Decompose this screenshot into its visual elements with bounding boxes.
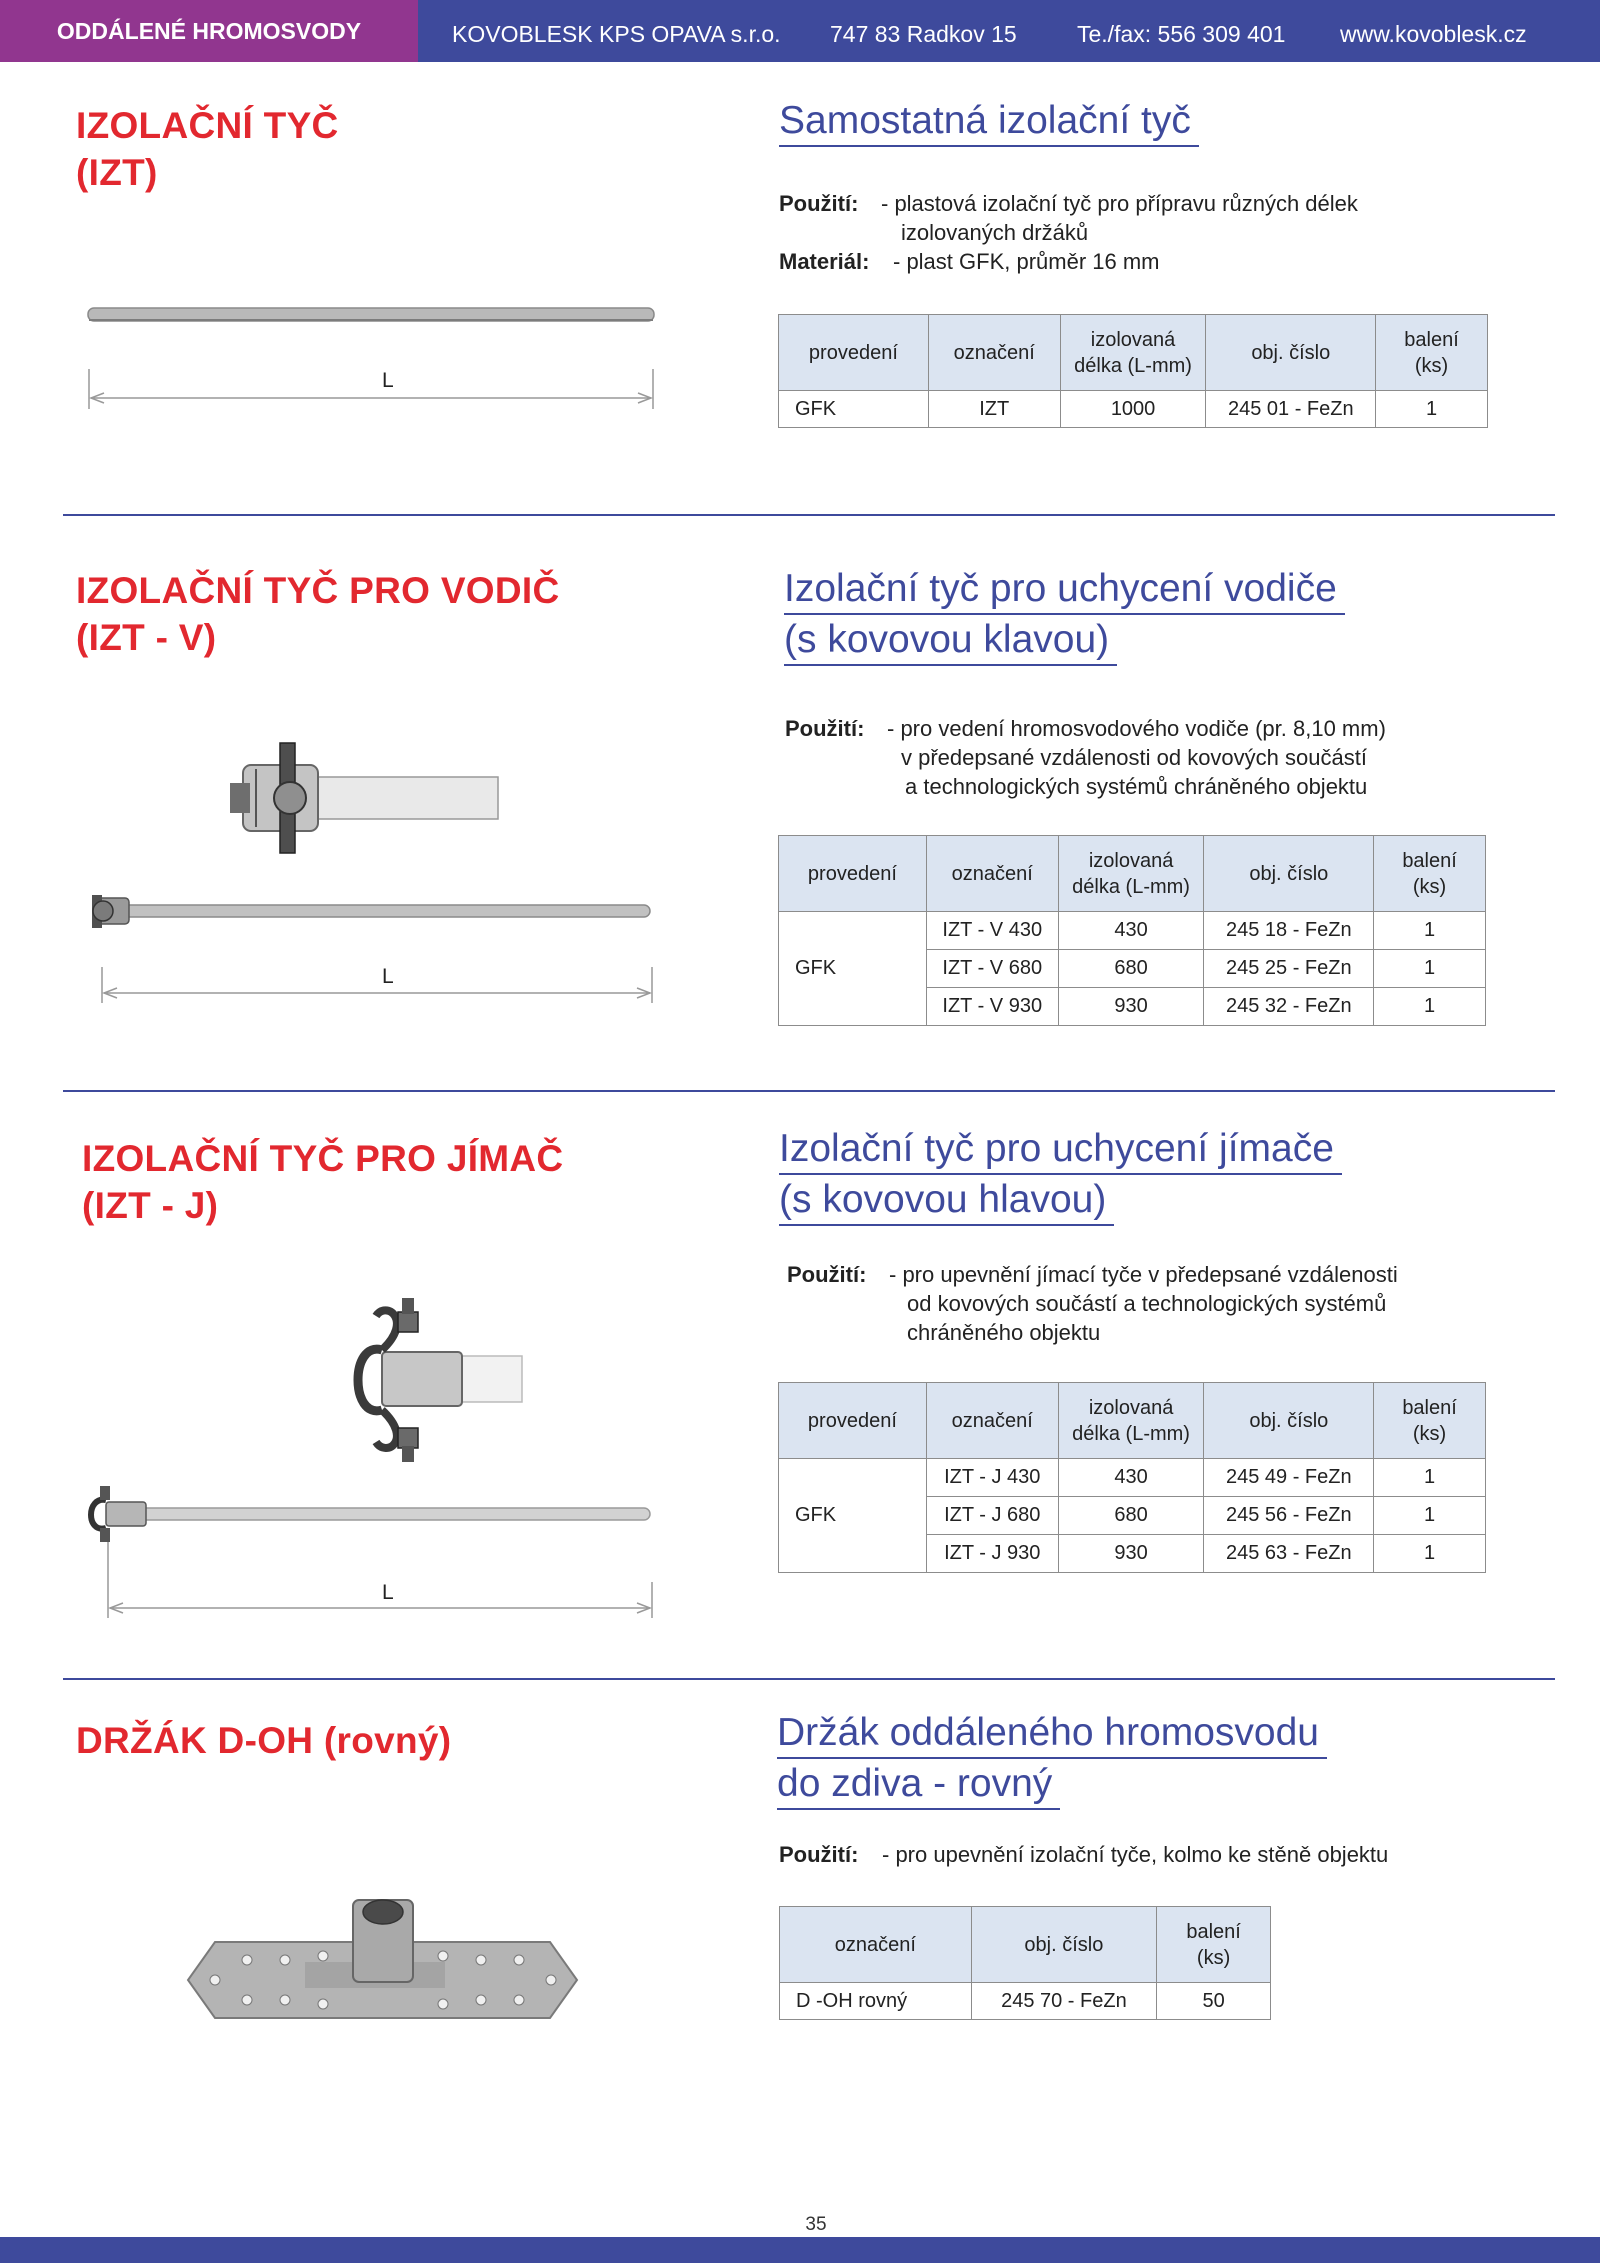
col-header: balení (ks) bbox=[1376, 315, 1488, 391]
spec-table bbox=[778, 835, 1486, 1026]
company-phone: Te./fax: 556 309 401 bbox=[1077, 21, 1286, 47]
description-heading: Samostatná izolační tyč bbox=[779, 97, 1199, 148]
col-header: balení (ks) bbox=[1157, 1907, 1271, 1983]
col-header: označení bbox=[780, 1907, 972, 1983]
col-header: izolovaná délka (L-mm) bbox=[1058, 1383, 1204, 1459]
dimension-label: L bbox=[382, 965, 394, 988]
rod-with-head-drawing bbox=[80, 1290, 660, 1620]
wall-bracket-drawing bbox=[185, 1890, 580, 2030]
product-title: DRŽÁK D-OH (rovný) bbox=[76, 1720, 452, 1761]
usage-text: Použití: - pro vedení hromosvodového vodiče (pr. 8,10 mm) v předepsané vzdálenosti od kovových součástí a technologických systémů chráněného objektu bbox=[785, 716, 1386, 799]
section-divider bbox=[63, 514, 1555, 516]
spec-table bbox=[778, 314, 1488, 428]
col-header: izolovaná délka (L-mm) bbox=[1058, 836, 1204, 912]
product-title: IZOLAČNÍ TYČ PRO JÍMAČ (IZT - J) bbox=[82, 1138, 564, 1226]
table-row: IZT - J 930 930 245 63 - FeZn 1 bbox=[779, 1535, 1486, 1573]
rod-with-clamp-drawing bbox=[80, 735, 660, 1005]
dimension-label: L bbox=[382, 369, 394, 392]
col-header: izolovaná délka (L-mm) bbox=[1060, 315, 1206, 391]
description-heading: Izolační tyč pro uchycení vodiče (s kovovou klavou) bbox=[784, 565, 1345, 667]
col-header: obj. číslo bbox=[1204, 1383, 1374, 1459]
page-number: 35 bbox=[805, 2214, 827, 2235]
section-divider bbox=[63, 1090, 1555, 1092]
table-row: IZT - V 680 680 245 25 - FeZn 1 bbox=[779, 950, 1486, 988]
description-heading: Držák oddáleného hromosvodu do zdiva - rovný bbox=[777, 1709, 1327, 1811]
col-header: provedení bbox=[779, 836, 927, 912]
description-heading: Izolační tyč pro uchycení jímače (s kovovou hlavou) bbox=[779, 1125, 1342, 1227]
col-header: obj. číslo bbox=[1206, 315, 1376, 391]
company-name: KOVOBLESK KPS OPAVA s.r.o. bbox=[452, 21, 781, 47]
usage-text: Použití: - plastová izolační tyč pro přípravu různých délek izolovaných držáků Materiál: - plast GFK, průměr 16 mm bbox=[779, 191, 1358, 274]
table-row: D -OH rovný 245 70 - FeZn 50 bbox=[780, 1983, 1271, 2020]
table-row: GFK IZT - J 430 430 245 49 - FeZn 1 bbox=[779, 1459, 1486, 1497]
header-bar bbox=[0, 0, 1600, 62]
col-header: označení bbox=[926, 1383, 1058, 1459]
company-address: 747 83 Radkov 15 bbox=[830, 21, 1017, 47]
product-title: IZOLAČNÍ TYČ PRO VODIČ (IZT - V) bbox=[76, 570, 560, 658]
spec-table bbox=[779, 1906, 1271, 2020]
col-header: obj. číslo bbox=[971, 1907, 1157, 1983]
col-header: provedení bbox=[779, 1383, 927, 1459]
col-header: provedení bbox=[779, 315, 929, 391]
insulation-rod-drawing bbox=[80, 298, 660, 418]
col-header: označení bbox=[926, 836, 1058, 912]
col-header: balení (ks) bbox=[1374, 836, 1486, 912]
col-header: balení (ks) bbox=[1374, 1383, 1486, 1459]
table-row: IZT - J 680 680 245 56 - FeZn 1 bbox=[779, 1497, 1486, 1535]
col-header: označení bbox=[928, 315, 1060, 391]
category-label: ODDÁLENÉ HROMOSVODY bbox=[0, 0, 418, 62]
product-title: IZOLAČNÍ TYČ (IZT) bbox=[76, 105, 339, 193]
col-header: obj. číslo bbox=[1204, 836, 1374, 912]
footer-bar bbox=[0, 2237, 1600, 2263]
table-row: GFK IZT - V 430 430 245 18 - FeZn 1 bbox=[779, 912, 1486, 950]
spec-table bbox=[778, 1382, 1486, 1573]
usage-text: Použití: - pro upevnění izolační tyče, kolmo ke stěně objektu bbox=[779, 1842, 1389, 1867]
table-row: IZT - V 930 930 245 32 - FeZn 1 bbox=[779, 988, 1486, 1026]
table-row: GFK IZT 1000 245 01 - FeZn 1 bbox=[779, 391, 1488, 428]
dimension-label: L bbox=[382, 1581, 394, 1604]
section-divider bbox=[63, 1678, 1555, 1680]
company-website[interactable]: www.kovoblesk.cz bbox=[1340, 21, 1527, 47]
usage-text: Použití: - pro upevnění jímací tyče v předepsané vzdálenosti od kovových součástí a technologických systémů chráněného objektu bbox=[787, 1262, 1398, 1345]
